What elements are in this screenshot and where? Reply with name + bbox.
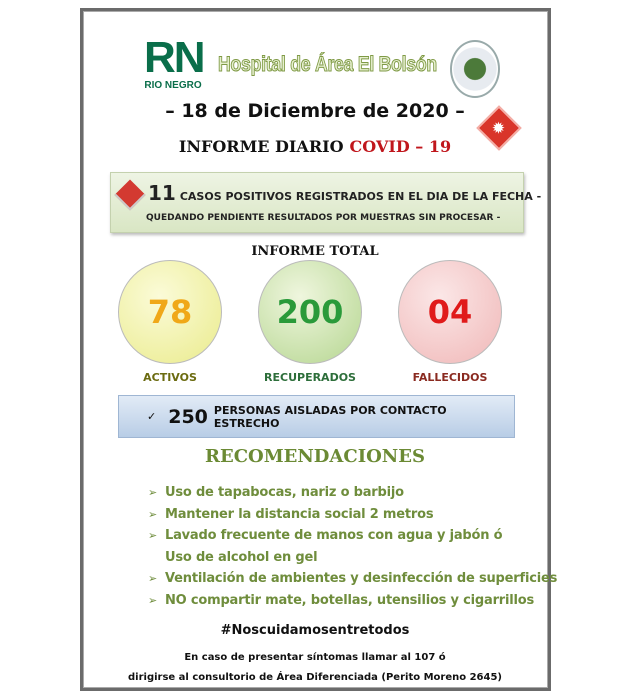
recommendations-title: RECOMENDACIONES: [205, 446, 425, 467]
arrow-bullet-icon: ➢: [148, 486, 158, 499]
list-item: [148, 590, 557, 612]
provincial-seal-icon: [450, 40, 500, 98]
arrow-bullet-icon: ➢: [148, 529, 158, 542]
list-item-text: Uso de alcohol en gel: [165, 549, 318, 565]
isolated-box: [118, 395, 515, 438]
report-title: [0, 137, 620, 156]
list-item-text: Uso de tapabocas, nariz o barbijo: [165, 485, 404, 500]
list-item-text: Lavado frecuente de manos con agua y jabón ó: [165, 528, 503, 543]
report-date: – 18 de Diciembre de 2020 –: [165, 100, 465, 122]
list-item: [148, 504, 557, 526]
recommendations-list: [148, 482, 557, 611]
daily-text: CASOS POSITIVOS REGISTRADOS EN EL DIA DE LA FECHA -: [179, 190, 542, 203]
daily-count: 11: [148, 181, 176, 205]
recovered-circle: 200: [258, 260, 362, 364]
arrow-bullet-icon: ➢: [148, 507, 158, 521]
covid-label: COVID – 19: [349, 137, 452, 156]
list-item-text: NO compartir mate, botellas, utensilios y cigarrillos: [165, 592, 535, 608]
footer-line2: dirigirse al consultorio de Área Diferenciada (Perito Moreno 2645): [128, 672, 502, 683]
active-label: ACTIVOS: [143, 371, 197, 384]
footer-line1: En caso de presentar síntomas llamar al 107 ó: [184, 652, 446, 663]
recovered-label: RECUPERADOS: [264, 371, 356, 384]
rio-negro-logo: [144, 33, 204, 91]
hashtag: #Noscuidamosentretodos: [220, 623, 410, 638]
hospital-title: Hospital de Área El Bolsón: [218, 53, 437, 76]
list-item: [148, 482, 557, 504]
list-item: [148, 568, 557, 590]
logo-rn: RN: [144, 33, 204, 82]
list-item-continuation: [148, 547, 557, 569]
virus-warning-icon: ✹: [476, 105, 521, 150]
active-circle: 78: [118, 260, 222, 364]
list-item: [148, 525, 557, 547]
arrow-bullet-icon: ➢: [148, 593, 158, 607]
isolated-text: PERSONAS AISLADAS POR CONTACTO ESTRECHO: [213, 403, 447, 430]
deceased-circle: 04: [398, 260, 502, 364]
logo-rio-negro: RIO NEGRO: [144, 80, 202, 91]
daily-cases-line2: QUEDANDO PENDIENTE RESULTADOS POR MUESTRAS SIN PROCESAR -: [146, 213, 501, 223]
report-title-text: INFORME DIARIO: [178, 137, 344, 156]
arrow-bullet-icon: ➢: [148, 572, 158, 585]
check-icon: ✓: [147, 410, 157, 423]
isolated-count: 250: [168, 405, 208, 428]
list-item-text: Mantener la distancia social 2 metros: [165, 506, 434, 522]
total-title: INFORME TOTAL: [251, 244, 379, 259]
daily-cases-line1: [148, 181, 541, 205]
deceased-label: FALLECIDOS: [412, 371, 488, 384]
list-item-text: Ventilación de ambientes y desinfección de superficies: [165, 571, 558, 586]
